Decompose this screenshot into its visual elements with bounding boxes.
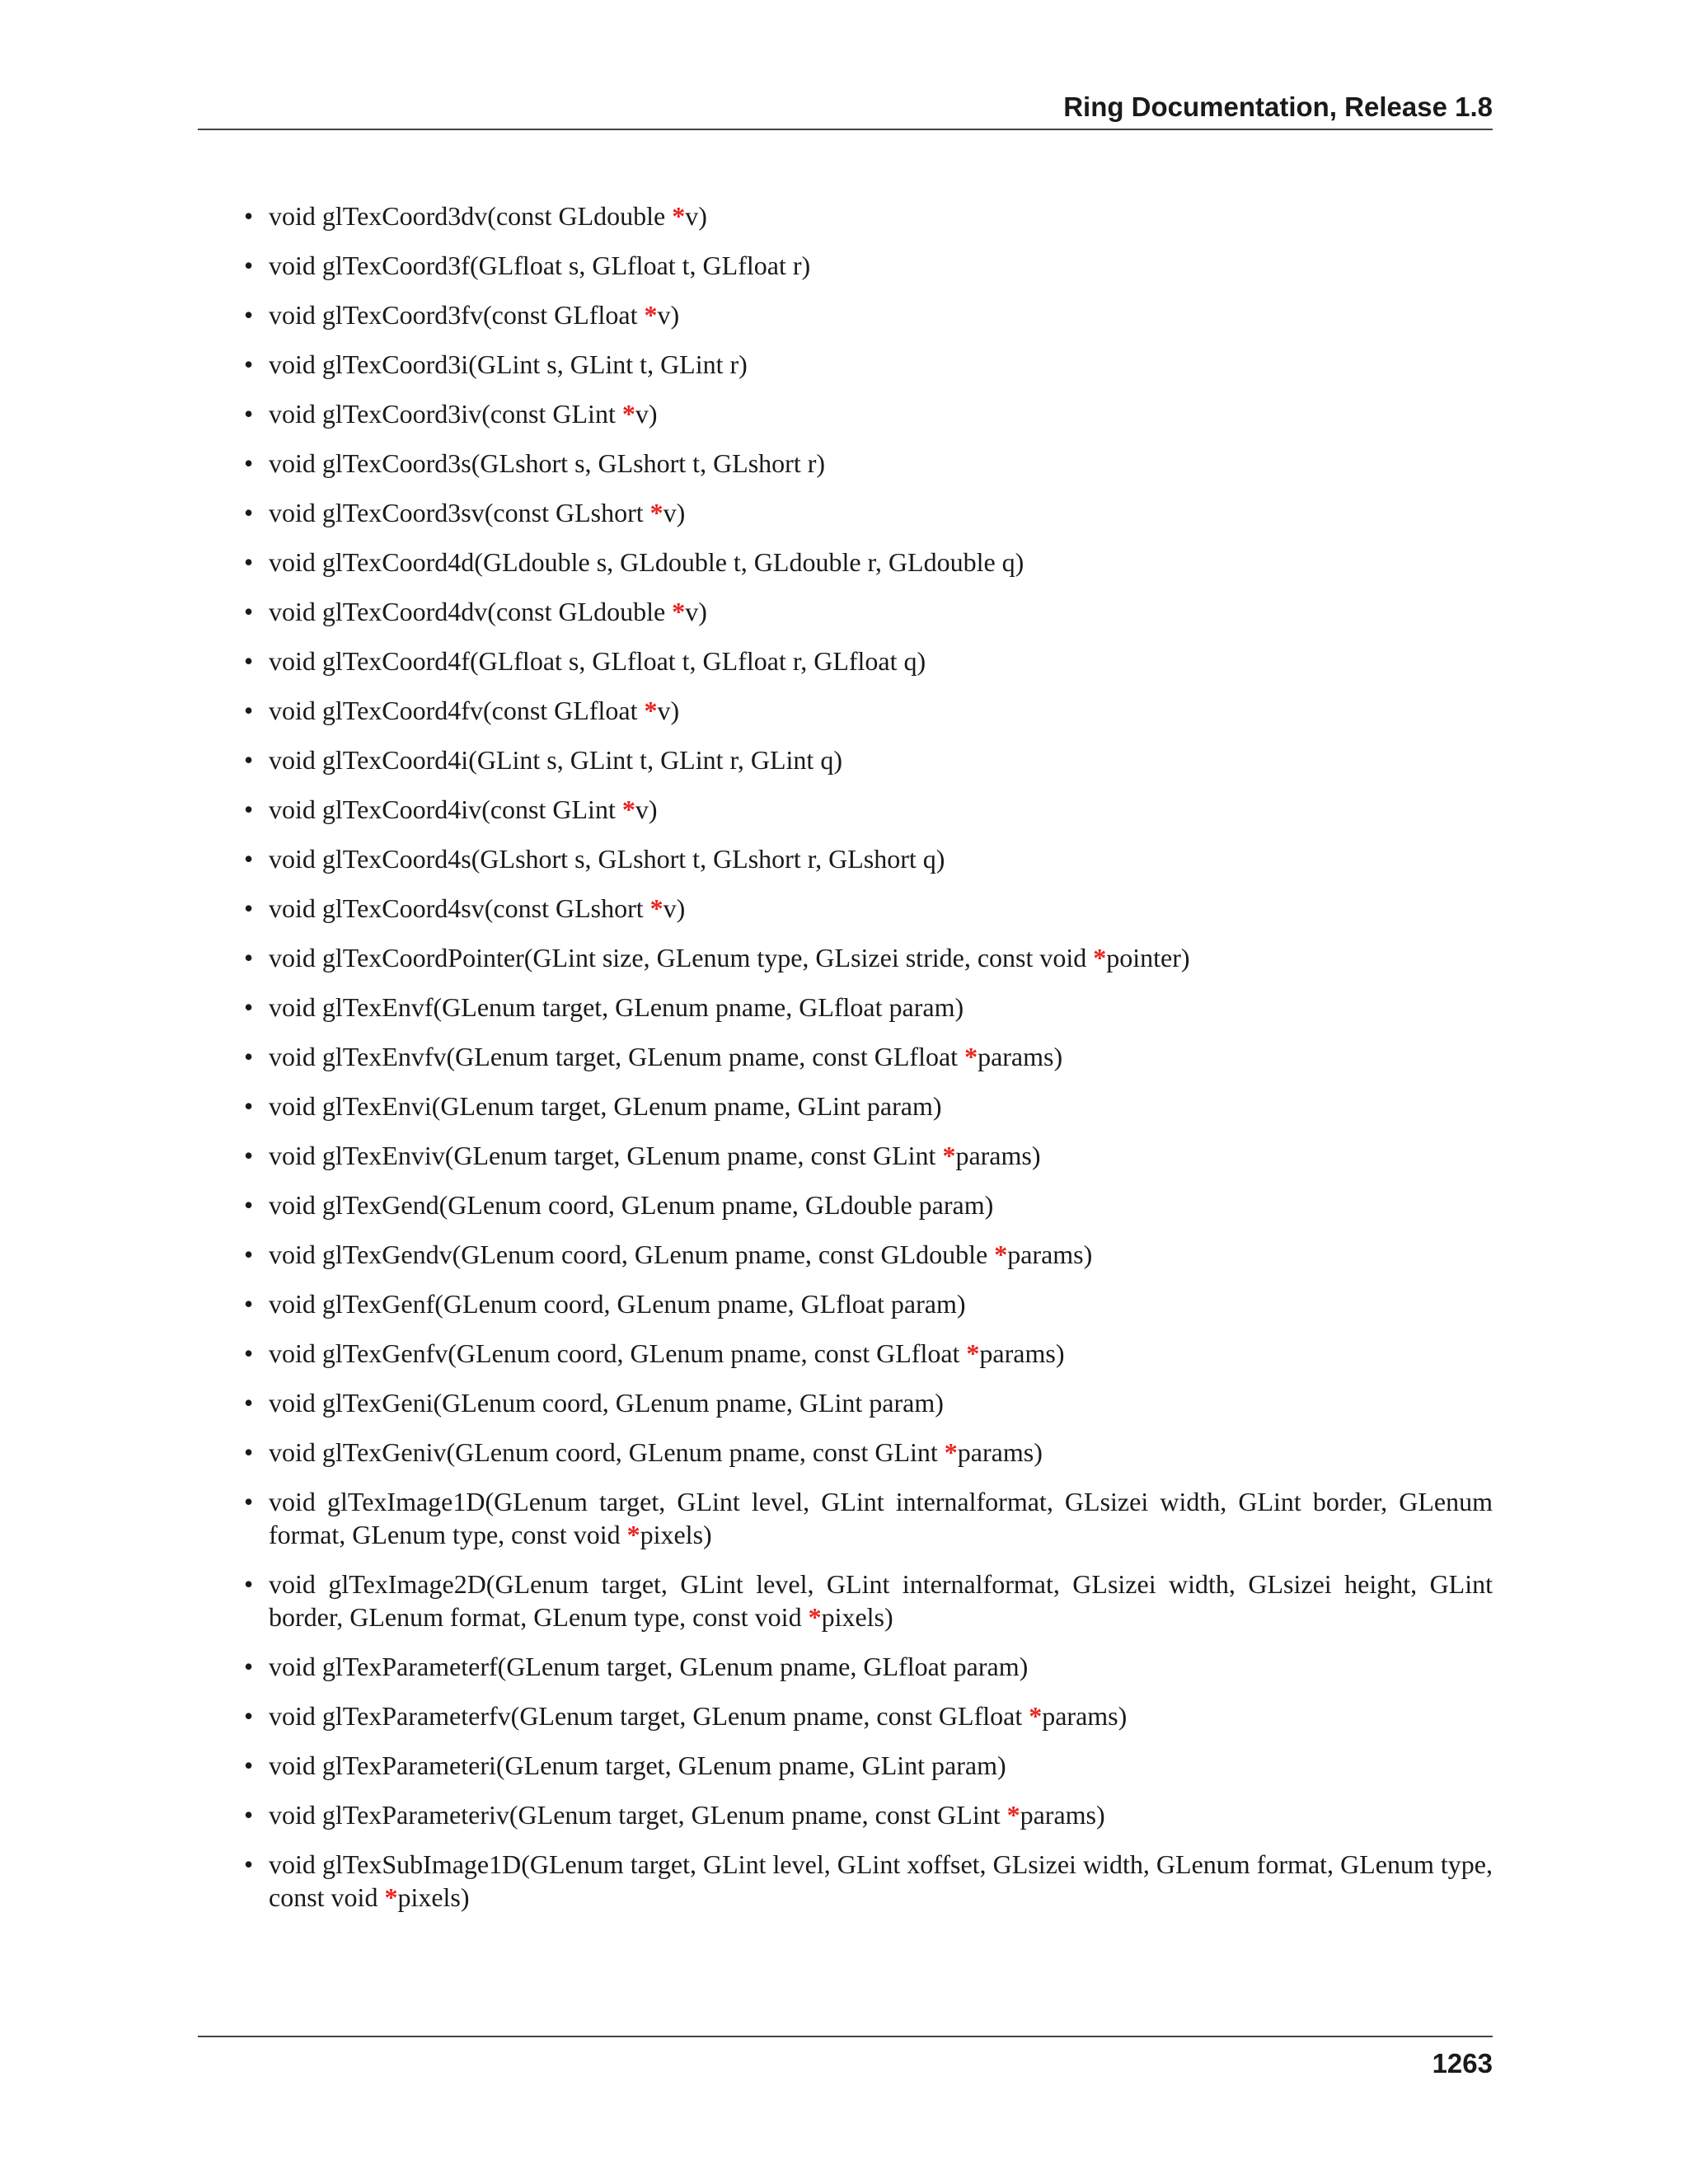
pointer-asterisk: * [1006,1800,1020,1830]
function-signature-item [244,694,1493,727]
function-signature-item [244,1568,1493,1633]
signature-text: void glTexEnvi(GLenum target, GLenum pname, GLint param) [269,1091,942,1121]
signature-text: void glTexCoord4i(GLint s, GLint t, GLint r, GLint q) [269,745,842,775]
function-signature-item [244,298,1493,331]
function-signature-item [244,1699,1493,1732]
function-signature-item [244,1090,1493,1122]
function-signature-item [244,1337,1493,1370]
function-signature-item [244,842,1493,875]
function-signature-item [244,793,1493,826]
signature-text: void glTexGendv(GLenum coord, GLenum pname, const GLdouble [269,1240,995,1269]
signature-text-end: pixels) [640,1520,712,1549]
pointer-asterisk: * [672,201,686,231]
signature-text-end: params) [979,1338,1065,1368]
signature-text-end: v) [657,696,680,725]
signature-text: void glTexCoord3iv(const GLint [269,399,622,429]
pointer-asterisk: * [1093,943,1107,972]
signature-text: void glTexCoord3s(GLshort s, GLshort t, GLshort r) [269,448,826,478]
pointer-asterisk: * [621,399,635,429]
signature-text-end: params) [957,1437,1043,1467]
signature-text-end: params) [978,1042,1063,1071]
function-signature-item [244,1188,1493,1221]
function-signature-item [244,447,1493,480]
pointer-asterisk: * [808,1602,822,1632]
function-signature-item [244,1749,1493,1782]
function-signature-item [244,991,1493,1024]
signature-text: void glTexCoord4d(GLdouble s, GLdouble t, GLdouble r, GLdouble q) [269,547,1025,577]
document-title: Ring Documentation, Release 1.8 [1063,91,1493,122]
signature-text-end: pixels) [821,1602,893,1632]
pointer-asterisk: * [672,597,686,626]
signature-text-end: params) [1042,1701,1128,1731]
signature-text: void glTexGenfv(GLenum coord, GLenum pname, const GLfloat [269,1338,967,1368]
signature-text: void glTexImage1D(GLenum target, GLint level, GLint internalformat, GLsizei width, GLint border, GLenum format, GLenum type, const void [269,1487,1493,1549]
function-signature-item [244,397,1493,430]
signature-text: void glTexParameteriv(GLenum target, GLenum pname, const GLint [269,1800,1007,1830]
signature-text: void glTexParameterfv(GLenum target, GLenum pname, const GLfloat [269,1701,1029,1731]
pointer-asterisk: * [964,1042,978,1071]
function-signature-item [244,1287,1493,1320]
function-signature-item [244,1848,1493,1914]
signature-text: void glTexCoord3dv(const GLdouble [269,201,673,231]
function-signature-item [244,249,1493,282]
function-signature-item [244,1238,1493,1271]
function-signature-item [244,199,1493,232]
signature-text-end: params) [1007,1240,1093,1269]
function-signature-item [244,1139,1493,1172]
signature-text-end: params) [955,1141,1041,1170]
page-footer [198,2036,1493,2079]
signature-text: void glTexCoord4fv(const GLfloat [269,696,645,725]
signature-text-end: params) [1020,1800,1105,1830]
pointer-asterisk: * [944,1437,958,1467]
pointer-asterisk: * [994,1240,1008,1269]
pointer-asterisk: * [649,498,663,527]
signature-text: void glTexGenf(GLenum coord, GLenum pname, GLfloat param) [269,1289,966,1319]
pointer-asterisk: * [644,300,658,330]
signature-text: void glTexCoord4sv(const GLshort [269,893,650,923]
signature-text-end: v) [657,300,680,330]
signature-text: void glTexCoord3i(GLint s, GLint t, GLint r) [269,349,748,379]
signature-text: void glTexGeni(GLenum coord, GLenum pname, GLint param) [269,1388,944,1418]
signature-text: void glTexCoordPointer(GLint size, GLenum type, GLsizei stride, const void [269,943,1094,972]
signature-text-end: v) [685,597,707,626]
function-signature-item [244,1040,1493,1073]
function-list [244,199,1493,1930]
signature-text: void glTexCoord3sv(const GLshort [269,498,650,527]
signature-text: void glTexImage2D(GLenum target, GLint level, GLint internalformat, GLsizei width, GLsizei height, GLint border, GLenum format, GLenum type, const void [269,1569,1493,1632]
signature-text: void glTexSubImage1D(GLenum target, GLint level, GLint xoffset, GLsizei width, GLenum format, GLenum type, const void [269,1849,1493,1912]
function-signature-item [244,595,1493,628]
function-signature-item [244,644,1493,677]
function-signature-item [244,1798,1493,1831]
page-header [198,91,1493,130]
function-signature-item [244,892,1493,925]
signature-text: void glTexEnvf(GLenum target, GLenum pname, GLfloat param) [269,992,964,1022]
signature-text-end: v) [635,794,658,824]
function-signature-item [244,348,1493,381]
pointer-asterisk: * [644,696,658,725]
pointer-asterisk: * [384,1882,398,1912]
pointer-asterisk: * [626,1520,640,1549]
pointer-asterisk: * [1029,1701,1043,1731]
function-signature-item [244,496,1493,529]
signature-text-end: pixels) [397,1882,470,1912]
signature-text: void glTexCoord4dv(const GLdouble [269,597,673,626]
signature-text-end: v) [685,201,707,231]
pointer-asterisk: * [966,1338,980,1368]
signature-text: void glTexEnviv(GLenum target, GLenum pname, const GLint [269,1141,943,1170]
signature-text-end: v) [663,498,686,527]
signature-text: void glTexParameterf(GLenum target, GLenum pname, GLfloat param) [269,1652,1029,1681]
function-signature-item [244,941,1493,974]
pointer-asterisk: * [942,1141,956,1170]
signature-text: void glTexGeniv(GLenum coord, GLenum pname, const GLint [269,1437,945,1467]
signature-text-end: v) [663,893,686,923]
signature-text: void glTexCoord3f(GLfloat s, GLfloat t, GLfloat r) [269,251,811,280]
signature-text: void glTexCoord3fv(const GLfloat [269,300,645,330]
function-signature-item [244,1650,1493,1683]
pointer-asterisk: * [621,794,635,824]
function-signature-item [244,743,1493,776]
signature-text: void glTexEnvfv(GLenum target, GLenum pname, const GLfloat [269,1042,965,1071]
signature-text: void glTexParameteri(GLenum target, GLenum pname, GLint param) [269,1750,1006,1780]
function-signature-item [244,1485,1493,1551]
function-signature-item [244,1436,1493,1469]
signature-text: void glTexCoord4s(GLshort s, GLshort t, GLshort r, GLshort q) [269,844,945,874]
signature-text: void glTexCoord4iv(const GLint [269,794,622,824]
signature-text: void glTexCoord4f(GLfloat s, GLfloat t, GLfloat r, GLfloat q) [269,646,926,676]
function-signature-item [244,1386,1493,1419]
signature-text-end: pointer) [1106,943,1190,972]
function-signature-item [244,546,1493,579]
signature-text-end: v) [635,399,658,429]
signature-text: void glTexGend(GLenum coord, GLenum pname, GLdouble param) [269,1190,994,1220]
page-number: 1263 [1432,2048,1493,2079]
pointer-asterisk: * [649,893,663,923]
